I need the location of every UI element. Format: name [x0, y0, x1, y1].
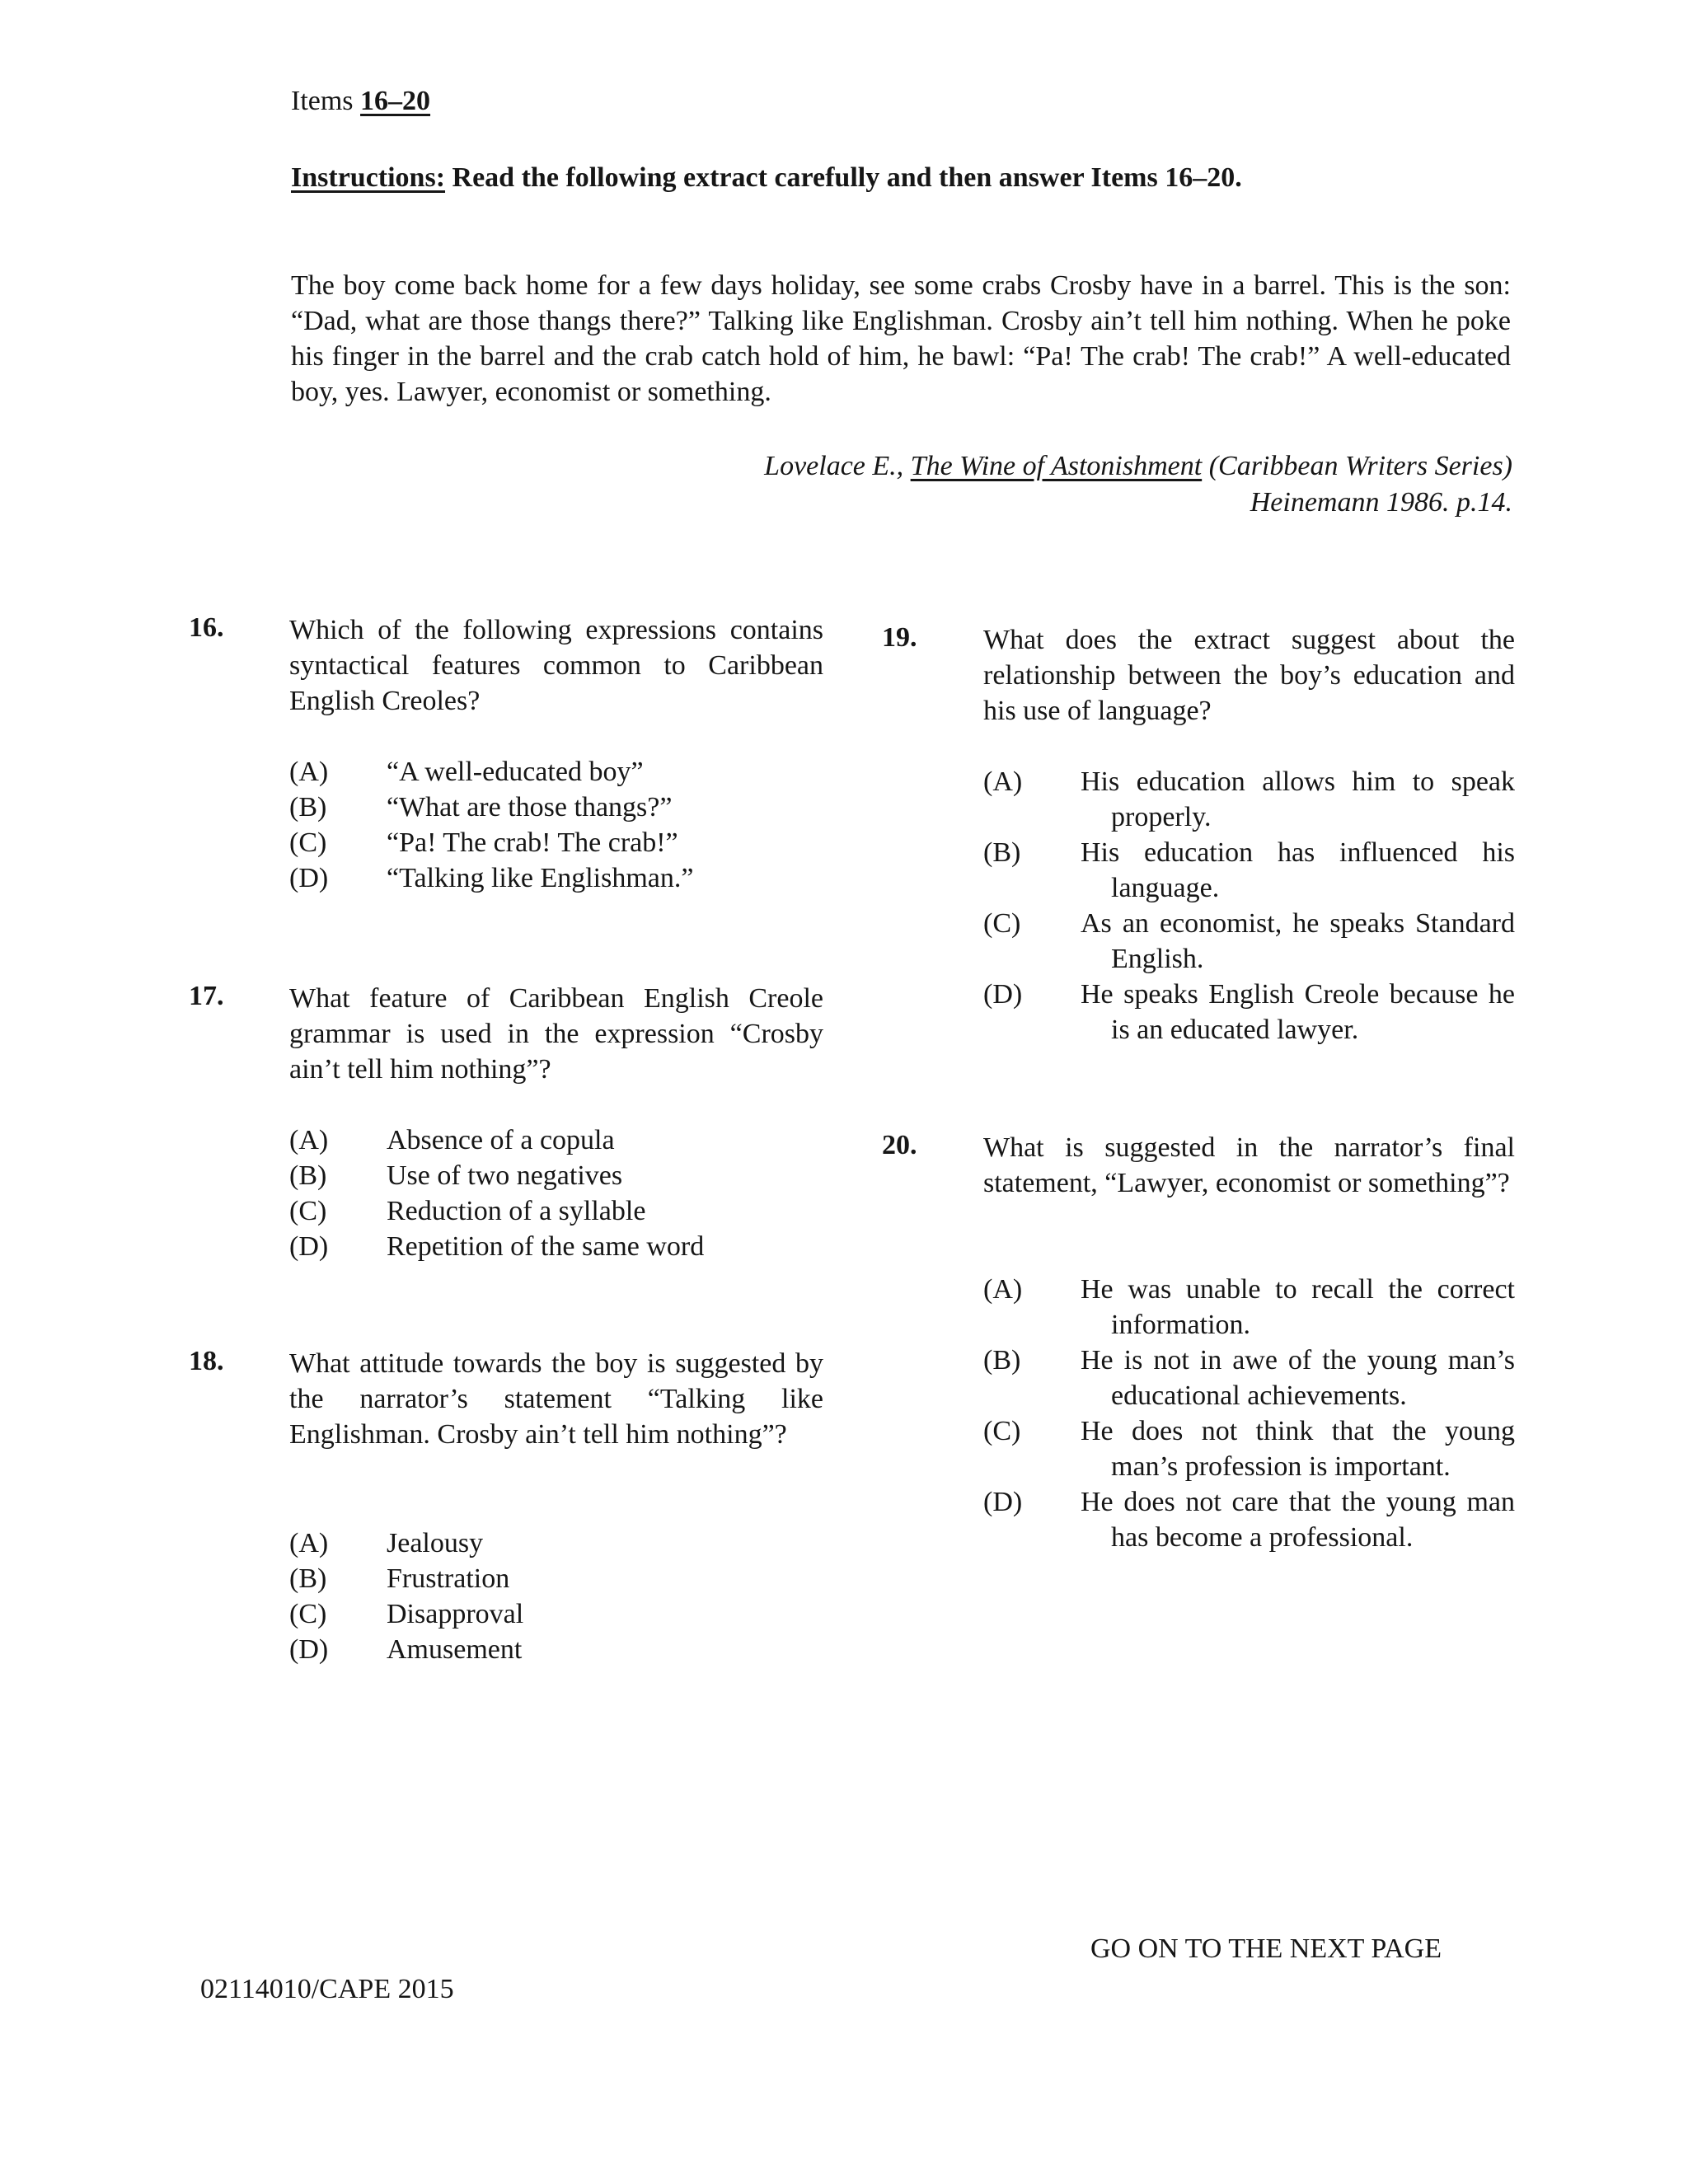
option-letter: (C): [983, 908, 1021, 939]
option-c[interactable]: [289, 825, 825, 860]
option-letter: (A): [983, 766, 1023, 797]
option-letter: (B): [289, 1563, 327, 1594]
option-d[interactable]: [289, 1632, 825, 1667]
option-text: Repetition of the same word: [387, 1231, 705, 1262]
option-letter: (C): [289, 1599, 327, 1629]
instructions: [291, 162, 1242, 194]
option-c[interactable]: [289, 1193, 825, 1229]
option-text: He was unable to recall the correct information.: [1081, 1274, 1515, 1340]
option-a[interactable]: [983, 1272, 1515, 1343]
option-text: He does not care that the young man has become a professional.: [1081, 1487, 1515, 1553]
option-text: He is not in awe of the young man’s educational achievements.: [1081, 1345, 1515, 1411]
option-text: “Talking like Englishman.”: [387, 863, 694, 893]
option-text: His education has influenced his language.: [1081, 837, 1515, 903]
option-text: “What are those thangs?”: [387, 792, 673, 823]
option-letter: (C): [983, 1416, 1021, 1446]
option-list: [983, 1272, 1515, 1555]
option-a[interactable]: [983, 764, 1515, 835]
option-text: He does not think that the young man’s profession is important.: [1081, 1416, 1515, 1482]
option-letter: (D): [983, 1487, 1023, 1517]
option-list: [983, 764, 1515, 1047]
option-d[interactable]: [983, 977, 1515, 1047]
option-text: “A well-educated boy”: [387, 757, 644, 787]
option-text: Absence of a copula: [387, 1125, 615, 1155]
question-text: Which of the following expressions contains syntactical features common to Caribbean English Creoles?: [289, 615, 823, 716]
instructions-text: Read the following extract carefully and then answer Items 16–20.: [452, 162, 1242, 193]
question-text: What is suggested in the narrator’s final statement, “Lawyer, economist or something”?: [983, 1132, 1515, 1198]
option-letter: (A): [983, 1274, 1023, 1305]
option-letter: (A): [289, 757, 329, 787]
question-number: 19.: [882, 622, 917, 653]
option-text: Amusement: [387, 1634, 523, 1665]
items-range: 16–20: [360, 86, 431, 116]
option-list: [289, 1122, 825, 1264]
question-number: 20.: [882, 1130, 917, 1160]
option-letter: (D): [289, 1231, 329, 1262]
option-a[interactable]: [289, 1526, 825, 1561]
option-a[interactable]: [289, 754, 825, 790]
paper-code: 02114010/CAPE 2015: [200, 1974, 454, 2004]
option-d[interactable]: [289, 860, 825, 896]
citation-title: The Wine of Astonishment: [910, 451, 1203, 481]
option-b[interactable]: [289, 1158, 825, 1193]
option-c[interactable]: [983, 906, 1515, 977]
question-text: What feature of Caribbean English Creole grammar is used in the expression “Crosby ain’t tell him nothing”?: [289, 983, 823, 1085]
instructions-label: Instructions:: [291, 162, 446, 193]
extract-citation: [764, 448, 1512, 521]
option-letter: (B): [983, 1345, 1021, 1376]
option-b[interactable]: [983, 1343, 1515, 1413]
option-b[interactable]: [289, 1561, 825, 1596]
option-letter: (B): [289, 1160, 327, 1191]
option-letter: (D): [983, 979, 1023, 1010]
items-heading: [291, 86, 430, 117]
option-text: Frustration: [387, 1563, 510, 1594]
extract-passage: The boy come back home for a few days holiday, see some crabs Crosby have in a barrel. This is the son: “Dad, what are those thangs there?” Talking like Englishman. Crosby ain’t tell him nothing. When he poke his finger in the barrel and the crab catch hold of him, he bawl: “Pa! The crab! The crab!” A well-educated boy, yes. Lawyer, economist or something.: [291, 270, 1511, 407]
option-text: As an economist, he speaks Standard English.: [1081, 908, 1515, 974]
option-letter: (C): [289, 827, 327, 858]
question-text: What does the extract suggest about the relationship between the boy’s education and his use of language?: [983, 625, 1515, 726]
option-text: His education allows him to speak properly.: [1081, 766, 1515, 832]
option-letter: (D): [289, 863, 329, 893]
option-d[interactable]: [983, 1484, 1515, 1555]
option-letter: (B): [289, 792, 327, 823]
option-text: Reduction of a syllable: [387, 1196, 646, 1226]
citation-author: Lovelace E.,: [764, 451, 904, 481]
option-letter: (B): [983, 837, 1021, 868]
option-letter: (A): [289, 1125, 329, 1155]
option-letter: (C): [289, 1196, 327, 1226]
question-number: 16.: [189, 612, 224, 643]
question-number: 17.: [189, 981, 224, 1011]
citation-series: (Caribbean Writers Series): [1208, 451, 1512, 481]
option-list: [289, 754, 825, 896]
next-page-notice: GO ON TO THE NEXT PAGE: [1090, 1933, 1442, 1964]
option-text: Jealousy: [387, 1528, 484, 1558]
option-c[interactable]: [983, 1413, 1515, 1484]
citation-line-1: [764, 448, 1512, 485]
option-list: [289, 1526, 825, 1667]
option-letter: (A): [289, 1528, 329, 1558]
option-b[interactable]: [289, 790, 825, 825]
option-c[interactable]: [289, 1596, 825, 1632]
question-number: 18.: [189, 1346, 224, 1376]
option-b[interactable]: [983, 835, 1515, 906]
option-letter: (D): [289, 1634, 329, 1665]
citation-publisher: Heinemann 1986. p.14.: [1250, 487, 1512, 518]
option-text: “Pa! The crab! The crab!”: [387, 827, 678, 858]
option-a[interactable]: [289, 1122, 825, 1158]
items-label: Items: [291, 86, 354, 116]
option-text: Disapproval: [387, 1599, 524, 1629]
question-text: What attitude towards the boy is suggested by the narrator’s statement “Talking like Englishman. Crosby ain’t tell him nothing”?: [289, 1348, 823, 1450]
option-d[interactable]: [289, 1229, 825, 1264]
option-text: He speaks English Creole because he is an educated lawyer.: [1081, 979, 1515, 1045]
option-text: Use of two negatives: [387, 1160, 623, 1191]
